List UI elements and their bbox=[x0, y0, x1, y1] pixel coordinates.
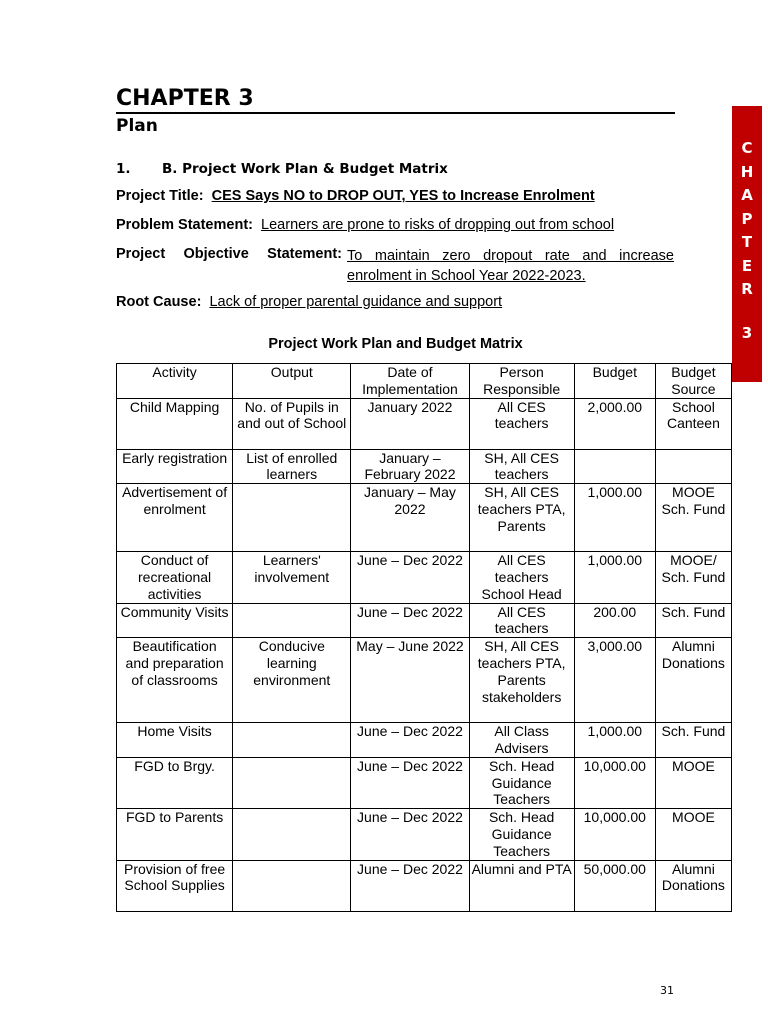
cell-budget-source: Sch. Fund bbox=[655, 723, 731, 758]
side-tab-gap bbox=[732, 302, 762, 322]
cell-activity: Home Visits bbox=[117, 723, 233, 758]
cell-date: June – Dec 2022 bbox=[351, 603, 469, 638]
cell-date: January – May 2022 bbox=[351, 484, 469, 552]
cell-date: January 2022 bbox=[351, 398, 469, 449]
cell-person: Alumni and PTA bbox=[469, 860, 574, 911]
cell-person: Sch. Head Guidance Teachers bbox=[469, 757, 574, 808]
problem-statement-label: Problem Statement: bbox=[116, 217, 253, 233]
project-title-value: CES Says NO to DROP OUT, YES to Increase Enrolment bbox=[211, 188, 595, 204]
cell-activity: Conduct of recreational activities bbox=[117, 552, 233, 603]
cell-date: May – June 2022 bbox=[351, 638, 469, 723]
side-tab-letter: A bbox=[741, 186, 753, 204]
cell-budget: 1,000.00 bbox=[574, 723, 655, 758]
objective-label: Project Objective Statement: bbox=[116, 246, 342, 262]
project-title-label: Project Title: bbox=[116, 188, 204, 204]
work-plan-table bbox=[116, 363, 732, 912]
cell-date: June – Dec 2022 bbox=[351, 860, 469, 911]
cell-output bbox=[233, 603, 351, 638]
header-output: Output bbox=[233, 364, 351, 399]
cell-output bbox=[233, 723, 351, 758]
header-budget: Budget bbox=[574, 364, 655, 399]
cell-person: SH, All CES teachers PTA, Parents bbox=[469, 484, 574, 552]
project-title-field bbox=[116, 188, 595, 204]
side-tab-letter: E bbox=[741, 256, 753, 275]
cell-date: June – Dec 2022 bbox=[351, 723, 469, 758]
section-heading bbox=[116, 161, 448, 177]
cell-budget: 200.00 bbox=[574, 603, 655, 638]
cell-date: January – February 2022 bbox=[351, 449, 469, 484]
cell-output: Conducive learning environment bbox=[233, 638, 351, 723]
cell-budget-source: Sch. Fund bbox=[655, 603, 731, 638]
cell-person: SH, All CES teachers bbox=[469, 449, 574, 484]
cell-activity: Beautification and preparation of classrooms bbox=[117, 638, 233, 723]
cell-budget: 10,000.00 bbox=[574, 757, 655, 808]
cell-activity: Community Visits bbox=[117, 603, 233, 638]
chapter-heading: CHAPTER 3 bbox=[116, 86, 675, 114]
cell-person: All Class Advisers bbox=[469, 723, 574, 758]
cell-activity: Provision of free School Supplies bbox=[117, 860, 233, 911]
cell-budget: 1,000.00 bbox=[574, 552, 655, 603]
header-person: Person Responsible bbox=[469, 364, 574, 399]
table-row bbox=[117, 757, 732, 808]
problem-statement-value: Learners are prone to risks of dropping out from school bbox=[261, 217, 615, 233]
table-row bbox=[117, 860, 732, 911]
cell-output bbox=[233, 757, 351, 808]
cell-budget: 10,000.00 bbox=[574, 809, 655, 860]
cell-date: June – Dec 2022 bbox=[351, 809, 469, 860]
table-row bbox=[117, 484, 732, 552]
cell-budget-source: MOOE/ Sch. Fund bbox=[655, 552, 731, 603]
section-number: 1. bbox=[116, 161, 131, 177]
cell-date: June – Dec 2022 bbox=[351, 552, 469, 603]
cell-person: SH, All CES teachers PTA, Parents stakeholders bbox=[469, 638, 574, 723]
table-row bbox=[117, 723, 732, 758]
cell-output: No. of Pupils in and out of School bbox=[233, 398, 351, 449]
table-row bbox=[117, 638, 732, 723]
cell-person: Sch. Head Guidance Teachers bbox=[469, 809, 574, 860]
cell-budget: 1,000.00 bbox=[574, 484, 655, 552]
cell-output bbox=[233, 809, 351, 860]
page-number: 31 bbox=[660, 984, 674, 997]
header-activity: Activity bbox=[117, 364, 233, 399]
cell-budget: 50,000.00 bbox=[574, 860, 655, 911]
cell-budget-source: Alumni Donations bbox=[655, 638, 731, 723]
cell-output: Learners' involvement bbox=[233, 552, 351, 603]
table-row bbox=[117, 552, 732, 603]
cell-person: All CES teachers School Head bbox=[469, 552, 574, 603]
cell-activity: Advertisement of enrolment bbox=[117, 484, 233, 552]
root-cause-label: Root Cause: bbox=[116, 294, 202, 310]
plan-heading: Plan bbox=[116, 116, 158, 136]
cell-output: List of enrolled learners bbox=[233, 449, 351, 484]
cell-output bbox=[233, 484, 351, 552]
root-cause-field bbox=[116, 294, 502, 310]
side-tab-number: 3 bbox=[741, 323, 753, 342]
cell-activity: Child Mapping bbox=[117, 398, 233, 449]
cell-budget: 3,000.00 bbox=[574, 638, 655, 723]
cell-person: All CES teachers bbox=[469, 603, 574, 638]
table-row bbox=[117, 603, 732, 638]
table-title: Project Work Plan and Budget Matrix bbox=[268, 336, 523, 352]
side-tab-letter: T bbox=[741, 233, 753, 251]
cell-date: June – Dec 2022 bbox=[351, 757, 469, 808]
problem-statement-field bbox=[116, 217, 614, 233]
table-row bbox=[117, 398, 732, 449]
chapter-side-tab bbox=[732, 106, 762, 382]
header-budget-source: Budget Source bbox=[655, 364, 731, 399]
side-tab-letter: R bbox=[741, 280, 753, 298]
cell-budget-source: School Canteen bbox=[655, 398, 731, 449]
cell-activity: FGD to Brgy. bbox=[117, 757, 233, 808]
cell-activity: Early registration bbox=[117, 449, 233, 484]
cell-budget-source: MOOE Sch. Fund bbox=[655, 484, 731, 552]
cell-output bbox=[233, 860, 351, 911]
section-title: B. Project Work Plan & Budget Matrix bbox=[162, 161, 448, 177]
cell-budget-source bbox=[655, 449, 731, 484]
cell-budget: 2,000.00 bbox=[574, 398, 655, 449]
cell-budget-source: Alumni Donations bbox=[655, 860, 731, 911]
cell-activity: FGD to Parents bbox=[117, 809, 233, 860]
cell-person: All CES teachers bbox=[469, 398, 574, 449]
objective-value: To maintain zero dropout rate and increase enrolment in School Year 2022-2023. bbox=[347, 248, 674, 284]
root-cause-value: Lack of proper parental guidance and support bbox=[209, 294, 503, 310]
table-header-row bbox=[117, 364, 732, 399]
cell-budget-source: MOOE bbox=[655, 809, 731, 860]
header-date: Date of Implementation bbox=[351, 364, 469, 399]
table-row bbox=[117, 809, 732, 860]
table-row bbox=[117, 449, 732, 484]
cell-budget bbox=[574, 449, 655, 484]
side-tab-letter: H bbox=[740, 162, 754, 181]
side-tab-letter: C bbox=[741, 139, 753, 157]
side-tab-letter: P bbox=[741, 209, 753, 228]
cell-budget-source: MOOE bbox=[655, 757, 731, 808]
